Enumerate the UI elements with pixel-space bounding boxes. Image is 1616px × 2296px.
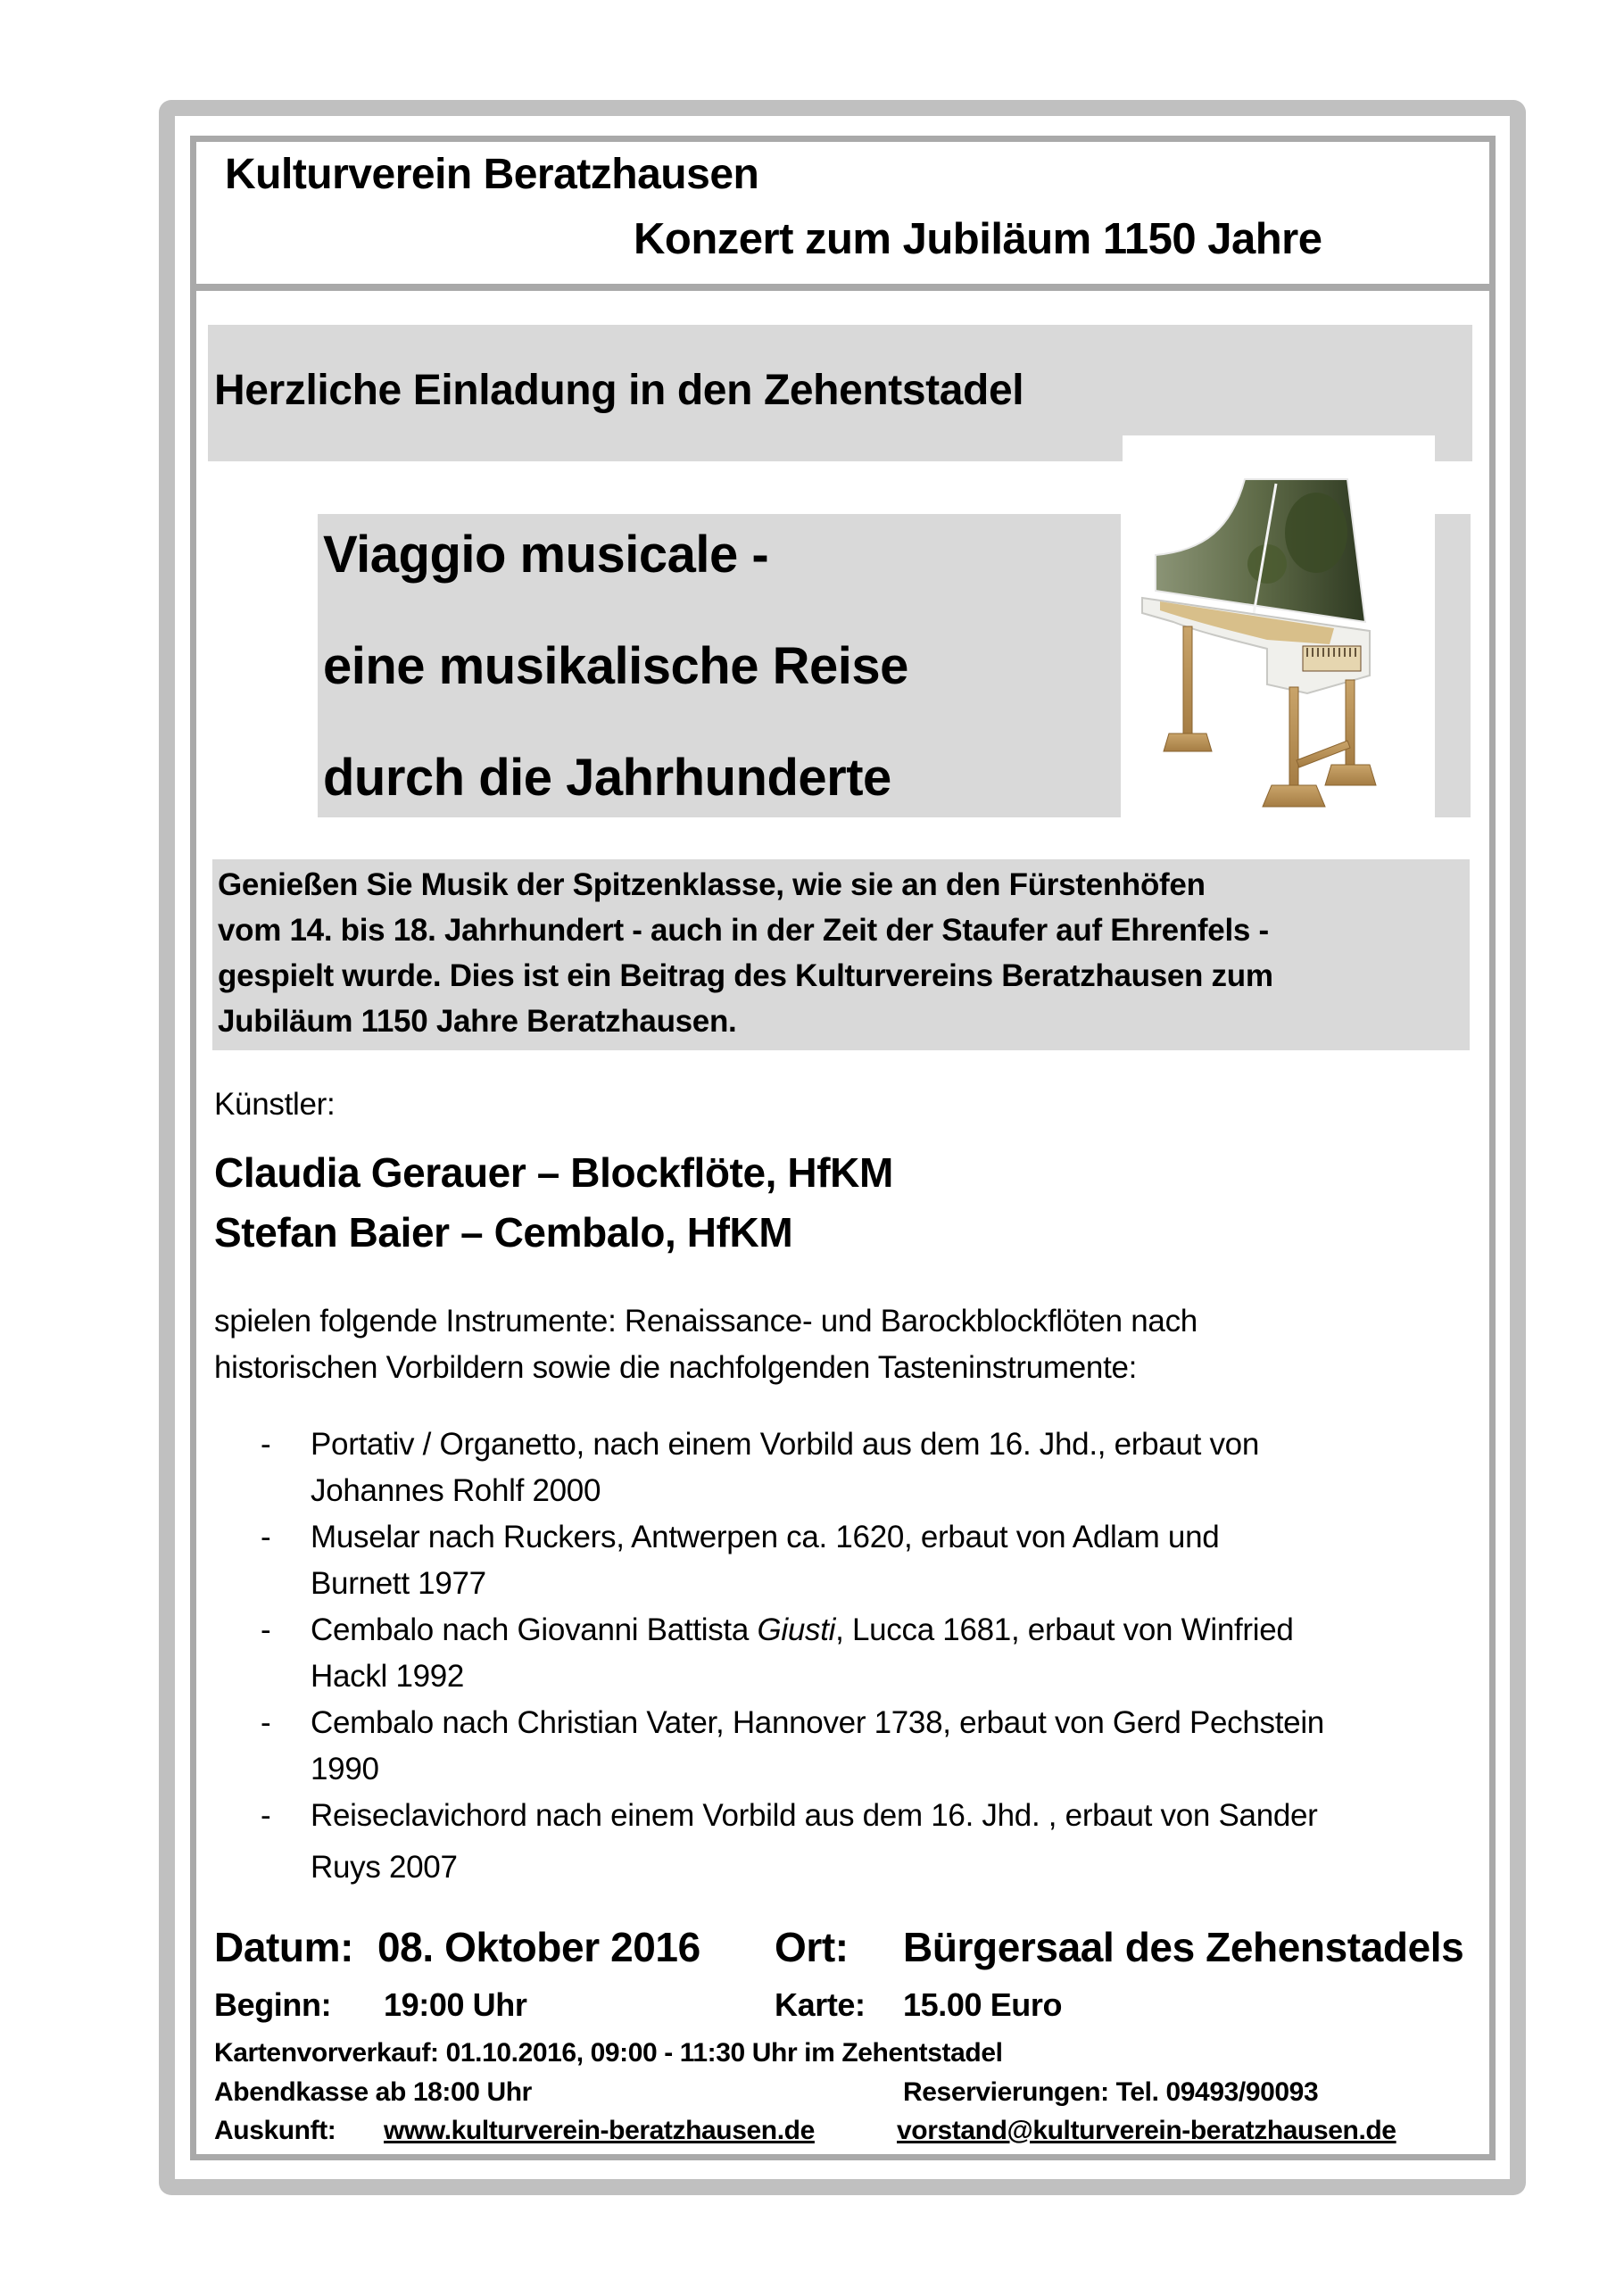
artist-name: Stefan Baier – Cembalo, HfKM — [214, 1209, 793, 1256]
instrument-line: Reiseclavichord nach einem Vorbild aus dem 16. Jhd. , erbaut von Sander — [311, 1798, 1318, 1833]
intro-line: historischen Vorbildern sowie die nachfolgenden Tasteninstrumente: — [214, 1350, 1138, 1385]
artist-name: Claudia Gerauer – Blockflöte, HfKM — [214, 1149, 893, 1196]
ticket-value: 15.00 Euro — [903, 1986, 1063, 2023]
instrument-line — [311, 1607, 1481, 1654]
instrument-item — [214, 1514, 1481, 1607]
description-text — [218, 862, 1467, 1044]
presale-info: Kartenvorverkauf: 01.10.2016, 09:00 - 11:30 Uhr im Zehentstadel — [214, 2038, 1003, 2068]
list-dash: - — [261, 1612, 271, 1647]
email-link[interactable]: vorstand@kulturverein-beratzhausen.de — [897, 2116, 1396, 2145]
instrument-item — [214, 1700, 1481, 1793]
description-line: Genießen Sie Musik der Spitzenklasse, wie sie an den Fürstenhöfen — [218, 867, 1206, 902]
title-line-3: durch die Jahrhunderte — [323, 749, 891, 807]
instrument-line: Ruys 2007 — [311, 1850, 458, 1885]
title-line-1: Viaggio musicale - — [323, 526, 769, 584]
description-line: gespielt wurde. Dies ist ein Beitrag des Kulturvereins Beratzhausen zum — [218, 958, 1273, 993]
reservation-info: Reservierungen: Tel. 09493/90093 — [903, 2077, 1319, 2107]
harpsichord-image — [1133, 457, 1428, 818]
description-line: vom 14. bis 18. Jahrhundert - auch in der Zeit der Staufer auf Ehrenfels - — [218, 913, 1269, 948]
place-value: Bürgersaal des Zehenstadels — [903, 1924, 1464, 1970]
instrument-line: Burnett 1977 — [311, 1566, 486, 1601]
info-label: Auskunft: — [214, 2116, 336, 2145]
instrument-line: Hackl 1992 — [311, 1659, 465, 1694]
list-dash: - — [261, 1705, 271, 1740]
date-label: Datum: — [214, 1924, 354, 1970]
instrument-builder-italic: Giusti — [757, 1612, 836, 1647]
date-value: 08. Oktober 2016 — [377, 1924, 700, 1970]
list-dash: - — [261, 1427, 271, 1462]
header-divider — [190, 284, 1496, 291]
intro-line: spielen folgende Instrumente: Renaissance- und Barockblockflöten nach — [214, 1304, 1197, 1339]
list-dash: - — [261, 1798, 271, 1833]
description-line: Jubiläum 1150 Jahre Beratzhausen. — [218, 1004, 737, 1039]
place-label: Ort: — [775, 1924, 849, 1970]
artists-label: Künstler: — [214, 1087, 336, 1122]
instrument-line: Muselar nach Ruckers, Antwerpen ca. 1620, erbaut von Adlam und — [311, 1520, 1220, 1554]
instrument-item — [214, 1607, 1481, 1700]
title-banner-strip — [1435, 514, 1471, 817]
instrument-list — [214, 1422, 1481, 1896]
invitation-text: Herzliche Einladung in den Zehentstadel — [214, 367, 1024, 414]
instrument-line: Johannes Rohlf 2000 — [311, 1473, 601, 1508]
instrument-item — [214, 1793, 1481, 1896]
harpsichord-keyboard — [1303, 646, 1361, 671]
instrument-text: Cembalo nach Giovanni Battista — [311, 1612, 758, 1647]
start-label: Beginn: — [214, 1986, 332, 2023]
title-line-2: eine musikalische Reise — [323, 637, 908, 695]
instrument-line: 1990 — [311, 1752, 379, 1786]
start-value: 19:00 Uhr — [384, 1986, 527, 2023]
instrument-item — [214, 1422, 1481, 1514]
website-link[interactable]: www.kulturverein-beratzhausen.de — [384, 2116, 815, 2145]
instrument-line: Portativ / Organetto, nach einem Vorbild aus dem 16. Jhd., erbaut von — [311, 1427, 1259, 1462]
list-dash: - — [261, 1520, 271, 1554]
organization-name: Kulturverein Beratzhausen — [225, 151, 759, 198]
instrument-text: , Lucca 1681, erbaut von Winfried — [835, 1612, 1294, 1647]
instrument-line: Cembalo nach Christian Vater, Hannover 1738, erbaut von Gerd Pechstein — [311, 1705, 1324, 1740]
instruments-intro — [214, 1298, 1197, 1391]
ticket-label: Karte: — [775, 1986, 866, 2023]
box-office-info: Abendkasse ab 18:00 Uhr — [214, 2077, 532, 2107]
concert-title: Konzert zum Jubiläum 1150 Jahre — [634, 215, 1322, 263]
